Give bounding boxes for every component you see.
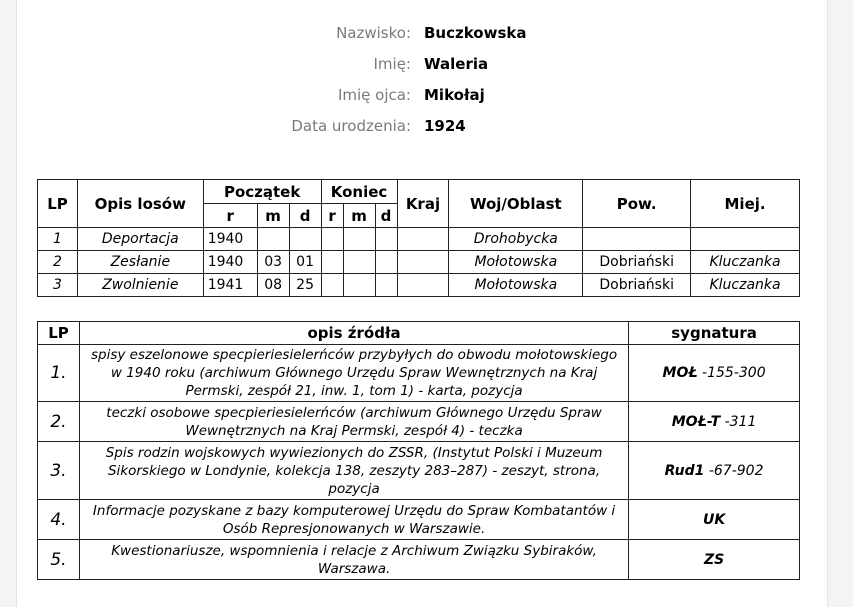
cell-opis: Zesłanie (77, 251, 203, 274)
signature-code: ZS (703, 551, 725, 568)
table-row (38, 402, 800, 442)
field-value: 1924 (424, 117, 466, 135)
signature-code: UK (702, 511, 726, 528)
cell-pow: Dobriański (583, 274, 691, 297)
cell-opis: Zwolnienie (77, 274, 203, 297)
col-header-sygnatura: sygnatura (629, 322, 800, 345)
cell-end-year (321, 274, 343, 297)
cell-start-day: 01 (289, 251, 321, 274)
person-details (17, 20, 827, 144)
cell-start-month: 08 (257, 274, 289, 297)
cell-end-day (375, 274, 397, 297)
cell-lp: 2 (38, 251, 78, 274)
cell-woj: Mołotowska (449, 274, 583, 297)
cell-miej: Kluczanka (691, 251, 800, 274)
field-value: Buczkowska (424, 24, 527, 42)
cell-source-description: Informacje pozyskane z bazy komputerowej Urzędu do Spraw Kombatantów i Osób Represjonowanych w Warszawie. (79, 500, 628, 540)
cell-signature (629, 402, 800, 442)
field-value: Waleria (424, 55, 489, 73)
table-row (38, 345, 800, 402)
sources-header-row (38, 322, 800, 345)
field-label: Imię ojca: (337, 86, 411, 104)
cell-signature (629, 345, 800, 402)
cell-woj: Drohobycka (449, 228, 583, 251)
cell-end-month (343, 274, 375, 297)
cell-miej (691, 228, 800, 251)
cell-lp: 3. (38, 442, 80, 500)
signature-code: Rud1 (664, 462, 705, 479)
cell-signature (629, 540, 800, 580)
col-header-lp: LP (38, 180, 78, 228)
cell-start-day (289, 228, 321, 251)
field-value: Mikołaj (424, 86, 485, 104)
col-header-kraj: Kraj (397, 180, 449, 228)
cell-end-day (375, 228, 397, 251)
cell-start-year: 1940 (203, 251, 257, 274)
col-header-pow: Pow. (583, 180, 691, 228)
col-header-d: d (289, 204, 321, 228)
cell-lp: 1. (38, 345, 80, 402)
cell-opis: Deportacja (77, 228, 203, 251)
cell-start-month (257, 228, 289, 251)
field-label: Nazwisko: (336, 24, 411, 42)
table-row (38, 251, 800, 274)
signature-number: -67-902 (704, 462, 764, 479)
field-first-name (17, 51, 827, 82)
field-label: Data urodzenia: (291, 117, 411, 135)
cell-signature (629, 500, 800, 540)
col-header-lp: LP (38, 322, 80, 345)
col-header-miej: Miej. (691, 180, 800, 228)
fates-table (37, 179, 800, 297)
col-header-m: m (257, 204, 289, 228)
page (16, 0, 828, 607)
col-header-opis-zrodla: opis źródła (79, 322, 628, 345)
cell-source-description: Kwestionariusze, wspomnienia i relacje z Archiwum Związku Sybiraków, Warszawa. (79, 540, 628, 580)
cell-lp: 5. (38, 540, 80, 580)
cell-source-description: Spis rodzin wojskowych wywiezionych do ZSSR, (Instytut Polski i Muzeum Sikorskiego w Londynie, kolekcja 138, zeszyty 283–287) - zeszyt, strona, pozycja (79, 442, 628, 500)
cell-kraj (397, 228, 449, 251)
signature-number: -155-300 (697, 365, 766, 381)
cell-miej: Kluczanka (691, 274, 800, 297)
sources-table (37, 321, 800, 580)
col-header-m: m (343, 204, 375, 228)
cell-lp: 2. (38, 402, 80, 442)
cell-signature (629, 442, 800, 500)
signature-code: MOŁ-T (671, 413, 721, 430)
col-header-poczatek: Początek (203, 180, 321, 204)
cell-end-year (321, 251, 343, 274)
field-surname (17, 20, 827, 51)
cell-end-month (343, 228, 375, 251)
cell-pow (583, 228, 691, 251)
cell-source-description: spisy eszelonowe specpieriesielerńców przybyłych do obwodu mołotowskiego w 1940 roku (archiwum Głównego Urzędu Spraw Wewnętrznych na Kraj Permski, zespół 21, inw. 1, tom 1) - karta, pozycja (79, 345, 628, 402)
cell-source-description: teczki osobowe specpieriesielerńców (archiwum Głównego Urzędu Spraw Wewnętrznych na Kraj Permski, zespół 4) - teczka (79, 402, 628, 442)
field-label: Imię: (373, 55, 411, 73)
cell-end-year (321, 228, 343, 251)
col-header-koniec: Koniec (321, 180, 397, 204)
cell-lp: 1 (38, 228, 78, 251)
col-header-r: r (321, 204, 343, 228)
col-header-opis: Opis losów (77, 180, 203, 228)
field-birth-date (17, 113, 827, 144)
signature-code: MOŁ (662, 365, 698, 381)
table-row (38, 442, 800, 500)
fates-header-row (38, 180, 800, 204)
field-father-name (17, 82, 827, 113)
table-row (38, 228, 800, 251)
cell-start-day: 25 (289, 274, 321, 297)
cell-woj: Mołotowska (449, 251, 583, 274)
table-row (38, 274, 800, 297)
cell-pow: Dobriański (583, 251, 691, 274)
cell-start-year: 1941 (203, 274, 257, 297)
cell-kraj (397, 251, 449, 274)
cell-kraj (397, 274, 449, 297)
cell-end-day (375, 251, 397, 274)
col-header-d: d (375, 204, 397, 228)
cell-end-month (343, 251, 375, 274)
table-row (38, 500, 800, 540)
signature-number: -311 (720, 413, 757, 430)
cell-lp: 3 (38, 274, 78, 297)
cell-start-month: 03 (257, 251, 289, 274)
col-header-r: r (203, 204, 257, 228)
table-row (38, 540, 800, 580)
cell-start-year: 1940 (203, 228, 257, 251)
cell-lp: 4. (38, 500, 80, 540)
col-header-woj: Woj/Oblast (449, 180, 583, 228)
